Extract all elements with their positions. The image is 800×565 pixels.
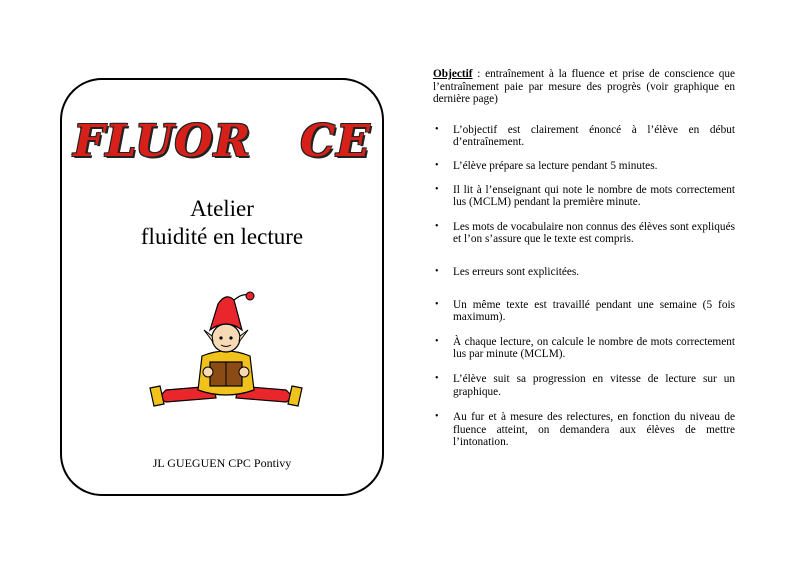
list-item: • Les mots de vocabulaire non connus des élèves sont expliqués et l’on s’assure que le texte est compris.	[435, 220, 735, 246]
bullet-icon: •	[435, 298, 439, 310]
brand-title: FLUOR CE	[73, 116, 371, 167]
bullet-icon: •	[435, 335, 439, 347]
bullet-icon: •	[435, 411, 439, 423]
bullet-icon: •	[435, 220, 439, 232]
cover-card	[60, 78, 384, 496]
list-item: • L’élève suit sa progression en vitesse de lecture sur un graphique.	[435, 372, 735, 398]
list-item: • L’objectif est clairement énoncé à l’élève en début d’entraînement.	[435, 123, 735, 149]
objectif-paragraph	[433, 68, 735, 106]
list-item: • L’élève prépare sa lecture pendant 5 minutes.	[435, 159, 658, 172]
list-item: • À chaque lecture, on calcule le nombre de mots correctement lus par minute (MCLM).	[435, 335, 735, 361]
list-item: • Un même texte est travaillé pendant une semaine (5 fois maximum).	[435, 298, 735, 324]
instruction-list	[433, 124, 735, 449]
elf-reading-illustration	[146, 290, 306, 420]
list-item: • Au fur et à mesure des relectures, en fonction du niveau de fluence atteint, on demandera aux élèves de mettre l’intonation.	[435, 411, 735, 449]
list-item: • Les erreurs sont explicitées.	[435, 265, 580, 278]
description-column	[433, 68, 735, 449]
bullet-icon: •	[435, 123, 439, 135]
subtitle-line-2: fluidité en lecture	[140, 224, 304, 249]
bullet-icon: •	[435, 183, 439, 195]
bullet-icon: •	[435, 372, 439, 384]
bullet-icon: •	[435, 159, 439, 171]
cover-subtitle	[62, 195, 382, 251]
bullet-icon: •	[435, 265, 439, 277]
objectif-text: : entraînement à la fluence et prise de conscience que l’entraînement paie par mesure des progrès (voir graphique en dernière page)	[433, 68, 735, 106]
author-credit: JL GUEGUEN CPC Pontivy	[152, 456, 292, 470]
list-item: • Il lit à l’enseignant qui note le nombre de mots correctement lus (MCLM) pendant la première minute.	[435, 183, 735, 209]
objectif-label: Objectif	[433, 68, 473, 80]
subtitle-line-1: Atelier	[190, 196, 254, 221]
